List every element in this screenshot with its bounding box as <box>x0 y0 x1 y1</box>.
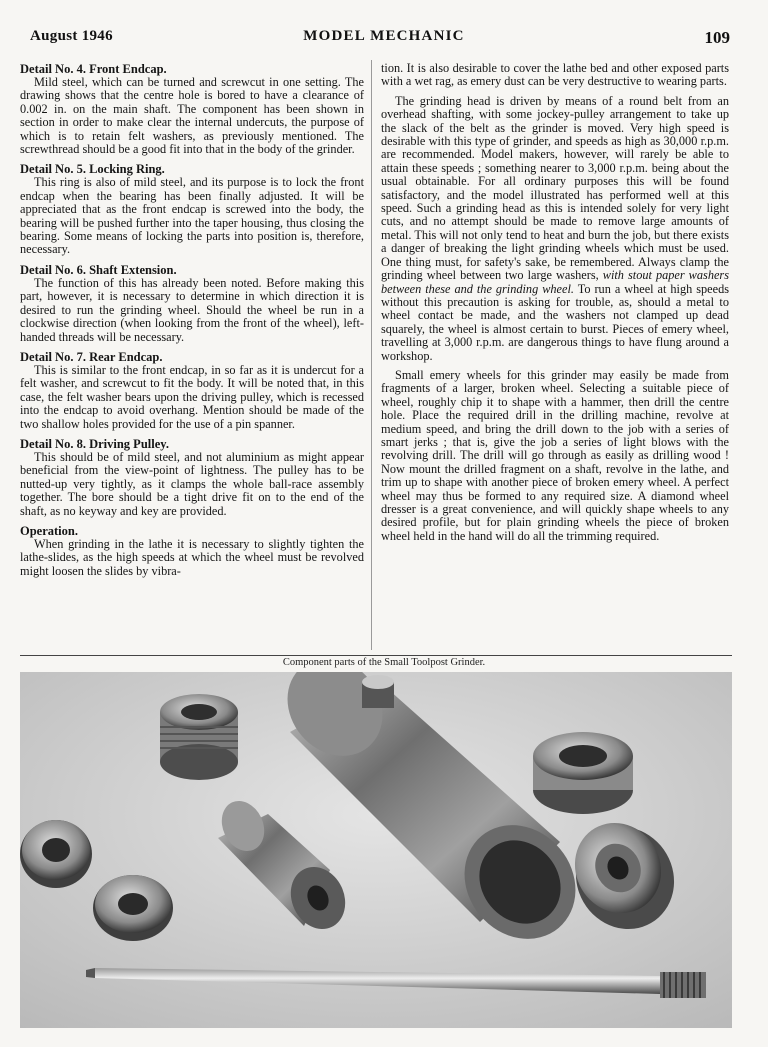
grinder-parts-photo <box>20 672 732 1028</box>
washer-warning-italic: with stout paper washers between these and the grinding wheel. <box>381 268 730 296</box>
emery-wheel-paragraph: Small emery wheels for this grinder may easily be made from fragments of a larger, broken wheel. Selecting a suitable piece of wheel, roughly chip it to shape with a hammer, then drill the centre hole. Place the required drill in the drilling machine, revolve at medium speed, and bring the drill down to the job with a series of smart jerks ; that is, give the job a series of light blows with the revolving drill. The drill will go through as easily as drilling wood ! Now mount the drilled fragment on a shaft, revolve in the lathe, and trim up to shape with another piece of broken emery wheel. A perfect wheel may thus be formed to any required size. A diamond wheel dresser is a great convenience, and will quickly shape wheels to any desired profile, but for plain grinding wheels the piece of broken wheel held in the hand will do all the trimming required. <box>381 367 729 543</box>
detail-5-text: This ring is also of mild steel, and its purpose is to lock the front endcap when the bearing has been finally adjusted. It will be appreciated that as the front endcap is screwed into the body, the bearing will be pushed further into the taper housing, thus closing the bearing. Some means of locking the parts into position is, therefore, necessary. <box>20 175 364 257</box>
operation-text: When grinding in the lathe it is necessary to slightly tighten the lathe-slides, as the high speeds at which the wheel must be revolved might loosen the slides by vibra- <box>20 536 364 578</box>
detail-6-heading: Detail No. 6. Shaft Extension. <box>20 262 177 277</box>
detail-4-heading: Detail No. 4. Front Endcap. <box>20 62 167 76</box>
locking-ring-part <box>160 694 238 780</box>
caption-rule <box>20 655 732 656</box>
right-column <box>381 62 729 549</box>
detail-4-text: Mild steel, which can be turned and screwcut in one setting. The drawing shows that the centre hole is bored to have a clearance of 0.002 in. on the main shaft. The component has been shown in section in order to make clear the internal undercuts, the purpose of which is to retain felt washers, as previously mentioned. The screwthread should be a good fit into that in the body of the grinder. <box>20 75 364 157</box>
ball-bearing-left <box>20 820 92 888</box>
detail-7-heading: Detail No. 7. Rear Endcap. <box>20 349 163 364</box>
operation-heading: Operation. <box>20 523 78 538</box>
detail-5-heading: Detail No. 5. Locking Ring. <box>20 162 165 177</box>
left-column <box>20 62 364 584</box>
detail-6-text: The function of this has already been noted. Before making this part, however, it is necessary to determine in which direction it is desired to run the grinding wheel. Should the wheel be run in a clockwise direction (when looking from the front of the wheel), left-handed threads will be necessary. <box>20 275 364 344</box>
figure-caption: Component parts of the Small Toolpost Grinder. <box>282 657 486 668</box>
grinding-head-text-b: To run a wheel at high speeds without this precaution is asking for trouble, as, should a metal to wheel contact be made, and the washers not clamped up dead squarely, the wheel is almost certain to burst. Pieces of emery wheel, travelling at 3,000 r.p.m. are dangerous things to have flung around a workshop. <box>381 281 730 363</box>
grinding-head-paragraph <box>381 95 729 363</box>
ball-bearing-lower <box>93 875 173 941</box>
continued-paragraph: tion. It is also desirable to cover the lathe bed and other exposed parts with a wet rag, as emery dust can be very destructive to wearing parts. <box>381 61 729 89</box>
rear-endcap-part <box>533 732 633 814</box>
component-photo <box>20 672 732 1028</box>
detail-8-heading: Detail No. 8. Driving Pulley. <box>20 436 169 451</box>
detail-7-text: This is similar to the front endcap, in so far as it is undercut for a felt washer, and screwcut to fit the body. It will be noted that, in this case, the felt washer bears upon the driving pulley, which is recessed into the endcap to avoid overhang. Mention should be made of the two shallow holes provided for the use of a pin spanner. <box>20 362 364 431</box>
magazine-title: MODEL MECHANIC <box>303 28 465 44</box>
column-divider <box>371 60 372 650</box>
issue-date: August 1946 <box>30 28 113 44</box>
detail-8-text: This should be of mild steel, and not aluminium as might appear beneficial from the view-point of lightness. The pulley has to be nutted-up very tightly, as it clamps the whole ball-race assembly together. The bore should be a tight drive fit on to the end of the shaft, as no keyway and key are provided. <box>20 449 364 518</box>
page-number: 109 <box>704 28 730 47</box>
grinding-head-text-a: The grinding head is driven by means of a round belt from an overhead shafting, with some jockey-pulley arrangement to take up the slack of the belt as the grinder is moved. Very high speed is desirable with this type of grinder, and speeds as high as 30,000 r.p.m. are recommended. Model makers, however, will rarely be able to attain these speeds ; something nearer to 3,000 r.p.m. being about the usual obtainable. For all ordinary purposes this will be found satisfactory, and the model illustrated has performed well at this speed. Such a grinding head as this is intended solely for very light cuts, and no attempt should be made to remove large amounts of metal. This will not only tend to heat and burn the job, but there exists a danger of breaking the light grinding wheels which must be used. One thing must, for safety's sake, be remembered. Always clamp the grinding wheel between two large washers, <box>381 93 729 283</box>
